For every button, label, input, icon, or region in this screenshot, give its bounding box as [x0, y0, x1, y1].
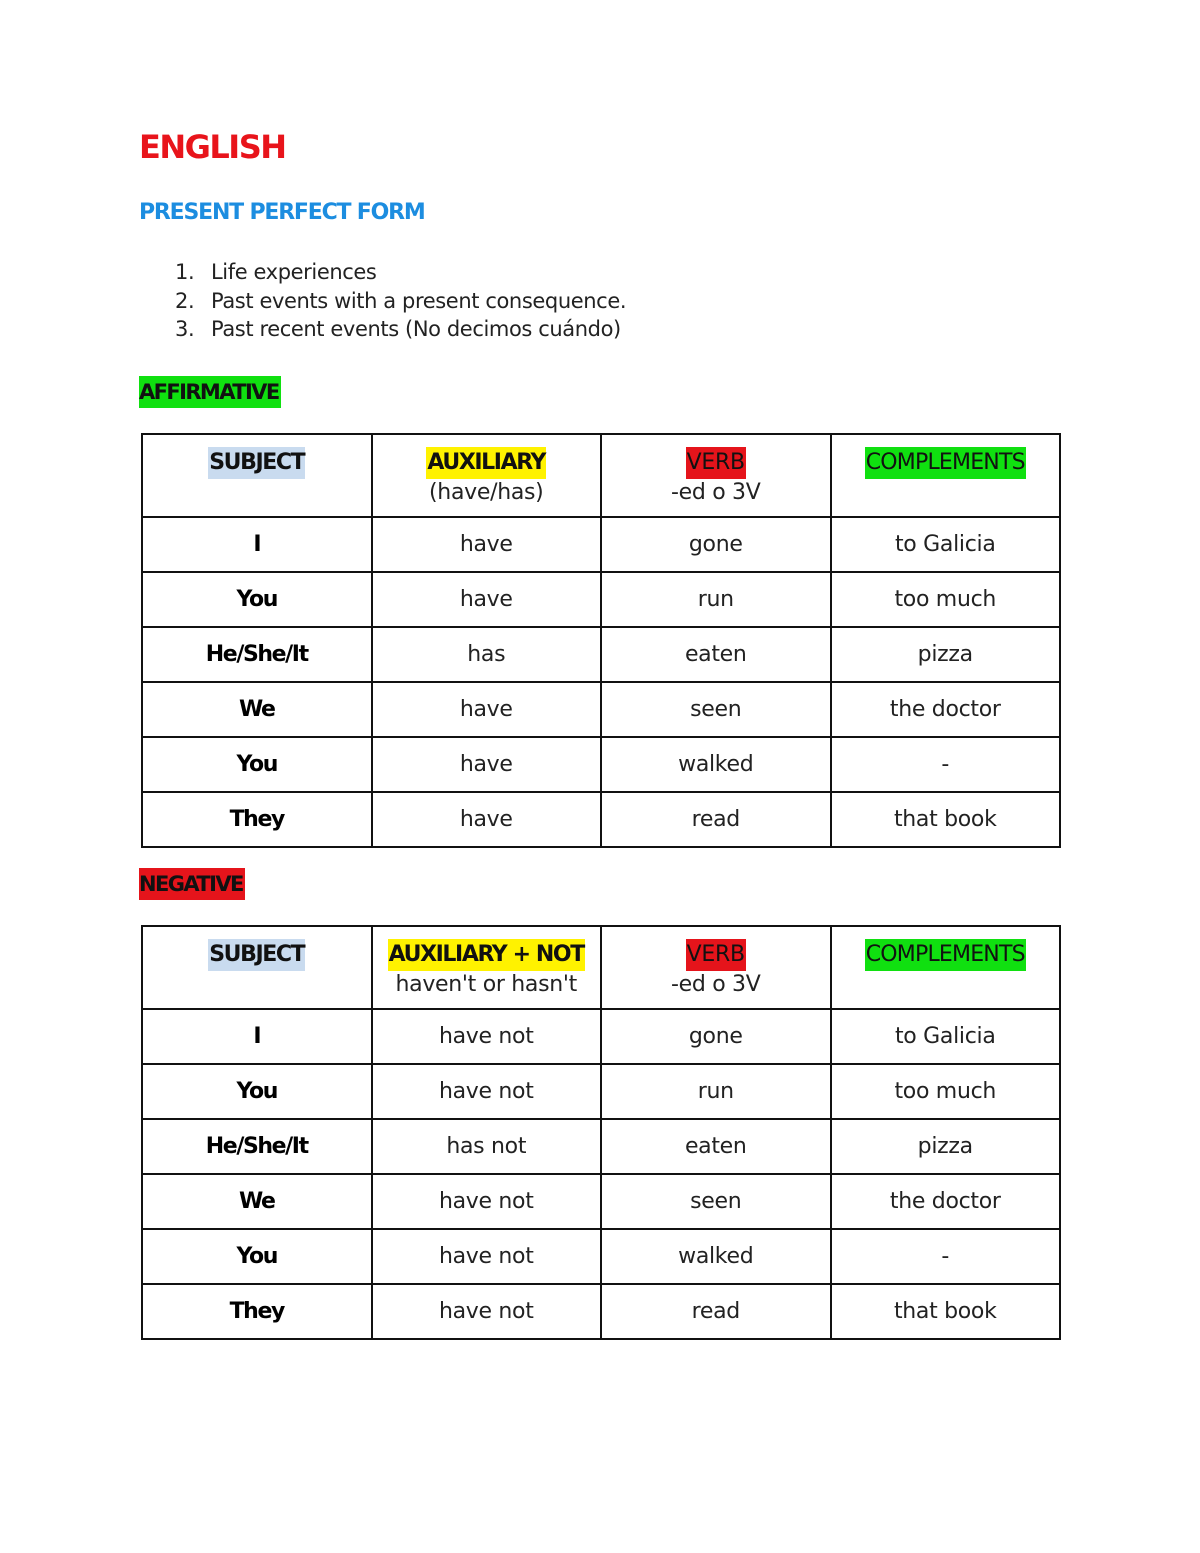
- header-subject: [142, 434, 372, 517]
- cell-auxiliary: have: [372, 572, 602, 627]
- negative-label: NEGATIVE: [139, 868, 245, 900]
- affirmative-label: AFFIRMATIVE: [139, 376, 281, 408]
- cell-auxiliary: have: [372, 517, 602, 572]
- cell-auxiliary: have: [372, 792, 602, 847]
- cell-verb: seen: [601, 682, 831, 737]
- cell-subject: You: [142, 1229, 372, 1284]
- cell-subject: We: [142, 682, 372, 737]
- header-auxiliary-note: haven't or hasn't: [395, 972, 577, 997]
- cell-subject: You: [142, 737, 372, 792]
- cell-complement: to Galicia: [831, 1009, 1061, 1064]
- list-item-text: Past events with a present consequence.: [211, 288, 627, 313]
- section-subtitle: PRESENT PERFECT FORM: [139, 200, 425, 225]
- cell-complement: to Galicia: [831, 517, 1061, 572]
- cell-complement: -: [831, 737, 1061, 792]
- header-complements: [831, 434, 1061, 517]
- cell-complement: the doctor: [831, 682, 1061, 737]
- affirmative-table: [141, 433, 1061, 848]
- header-auxiliary: [372, 434, 602, 517]
- cell-verb: walked: [601, 1229, 831, 1284]
- cell-subject: I: [142, 1009, 372, 1064]
- cell-subject: They: [142, 792, 372, 847]
- table-row: [142, 1009, 1060, 1064]
- cell-subject: You: [142, 1064, 372, 1119]
- header-complements: [831, 926, 1061, 1009]
- cell-complement: -: [831, 1229, 1061, 1284]
- header-auxiliary: [372, 926, 602, 1009]
- header-verb: [601, 434, 831, 517]
- table-header-row: [142, 434, 1060, 517]
- header-verb-note: -ed o 3V: [670, 972, 761, 997]
- cell-auxiliary: have not: [372, 1284, 602, 1339]
- header-auxiliary-label: AUXILIARY: [426, 447, 546, 479]
- cell-subject: They: [142, 1284, 372, 1339]
- list-number: 2.: [175, 288, 195, 313]
- cell-subject: You: [142, 572, 372, 627]
- header-auxiliary-note: (have/has): [429, 480, 544, 505]
- table-row: [142, 517, 1060, 572]
- cell-complement: too much: [831, 572, 1061, 627]
- cell-verb: run: [601, 1064, 831, 1119]
- cell-verb: eaten: [601, 627, 831, 682]
- table-row: [142, 1284, 1060, 1339]
- cell-complement: pizza: [831, 1119, 1061, 1174]
- header-auxiliary-label: AUXILIARY + NOT: [388, 939, 585, 971]
- table-row: [142, 1229, 1060, 1284]
- list-item-text: Life experiences: [211, 260, 377, 284]
- negative-table: [141, 925, 1061, 1340]
- header-verb-label: VERB: [686, 447, 746, 479]
- table-row: [142, 792, 1060, 847]
- cell-subject: He/She/It: [142, 627, 372, 682]
- cell-complement: the doctor: [831, 1174, 1061, 1229]
- list-item-text: Past recent events (No decimos cuándo): [211, 317, 621, 341]
- cell-auxiliary: has: [372, 627, 602, 682]
- table-row: [142, 1064, 1060, 1119]
- cell-auxiliary: have not: [372, 1064, 602, 1119]
- list-item: [175, 258, 626, 287]
- table-row: [142, 682, 1060, 737]
- cell-subject: He/She/It: [142, 1119, 372, 1174]
- header-verb-note: -ed o 3V: [670, 480, 761, 505]
- cell-verb: run: [601, 572, 831, 627]
- cell-verb: gone: [601, 517, 831, 572]
- list-number: 3.: [175, 317, 195, 341]
- header-subject-label: SUBJECT: [208, 447, 305, 479]
- table-row: [142, 1119, 1060, 1174]
- header-verb: [601, 926, 831, 1009]
- document-title: ENGLISH: [139, 128, 286, 166]
- cell-auxiliary: have not: [372, 1009, 602, 1064]
- header-complements-label: COMPLEMENTS: [865, 447, 1026, 479]
- table-header-row: [142, 926, 1060, 1009]
- list-item: [175, 315, 626, 344]
- cell-verb: walked: [601, 737, 831, 792]
- cell-subject: I: [142, 517, 372, 572]
- table-row: [142, 1174, 1060, 1229]
- cell-complement: pizza: [831, 627, 1061, 682]
- header-subject-label: SUBJECT: [208, 939, 305, 971]
- cell-verb: eaten: [601, 1119, 831, 1174]
- table-row: [142, 627, 1060, 682]
- list-item: [175, 287, 626, 316]
- cell-verb: gone: [601, 1009, 831, 1064]
- cell-auxiliary: has not: [372, 1119, 602, 1174]
- cell-auxiliary: have not: [372, 1174, 602, 1229]
- cell-auxiliary: have: [372, 682, 602, 737]
- cell-verb: read: [601, 1284, 831, 1339]
- table-row: [142, 737, 1060, 792]
- cell-auxiliary: have not: [372, 1229, 602, 1284]
- header-complements-label: COMPLEMENTS: [865, 939, 1026, 971]
- uses-list: [175, 258, 626, 344]
- cell-complement: that book: [831, 1284, 1061, 1339]
- header-verb-label: VERB: [686, 939, 746, 971]
- cell-complement: that book: [831, 792, 1061, 847]
- cell-subject: We: [142, 1174, 372, 1229]
- cell-verb: seen: [601, 1174, 831, 1229]
- table-row: [142, 572, 1060, 627]
- cell-auxiliary: have: [372, 737, 602, 792]
- list-number: 1.: [175, 260, 195, 284]
- cell-verb: read: [601, 792, 831, 847]
- header-subject: [142, 926, 372, 1009]
- cell-complement: too much: [831, 1064, 1061, 1119]
